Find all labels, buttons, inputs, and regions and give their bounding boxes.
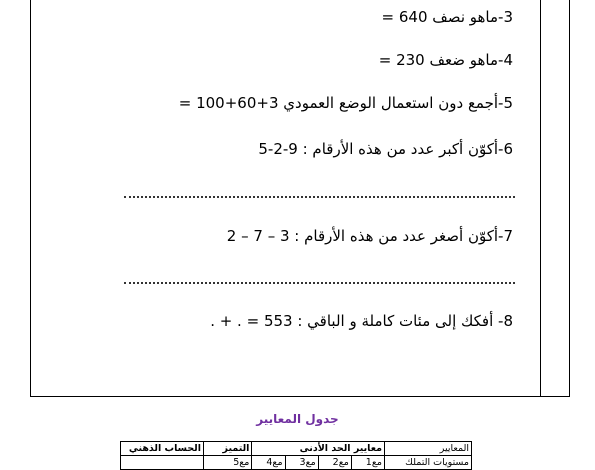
levels-row [121, 456, 472, 470]
level-1: مع1 [351, 456, 384, 470]
level-empty [121, 456, 204, 470]
excellence-header: التميز [204, 442, 252, 456]
level-5: مع5 [204, 456, 252, 470]
question-8: 8- أفكك إلى مئات كاملة و الباقي : 553 = . + . [210, 312, 513, 330]
levels-label: مستويات التملك [385, 456, 472, 470]
answer-line-6 [124, 196, 515, 198]
min-criteria-header: معايير الحد الأدنى [252, 442, 385, 456]
criteria-header: المعايير [385, 442, 472, 456]
side-column [539, 0, 570, 397]
question-3: 3-ماهو نصف 640 = [381, 8, 513, 26]
question-4: 4-ماهو ضعف 230 = [378, 51, 513, 69]
answer-line-7 [124, 282, 515, 284]
question-7: 7-أكوّن أصغر عدد من هذه الأرقام : 3 – 7 – 2 [226, 227, 513, 245]
level-4: مع4 [252, 456, 285, 470]
criteria-header-row [121, 442, 472, 456]
question-5: 5-أجمع دون استعمال الوضع العمودي 3+60+100 = [178, 94, 513, 112]
level-3: مع3 [285, 456, 318, 470]
criteria-table [120, 441, 472, 470]
level-2: مع2 [318, 456, 351, 470]
question-6: 6-أكوّن أكبر عدد من هذه الأرقام : 9-2-5 [258, 140, 513, 158]
mental-math-header: الحساب الذهني [121, 442, 204, 456]
criteria-title: جدول المعايير [256, 412, 339, 426]
